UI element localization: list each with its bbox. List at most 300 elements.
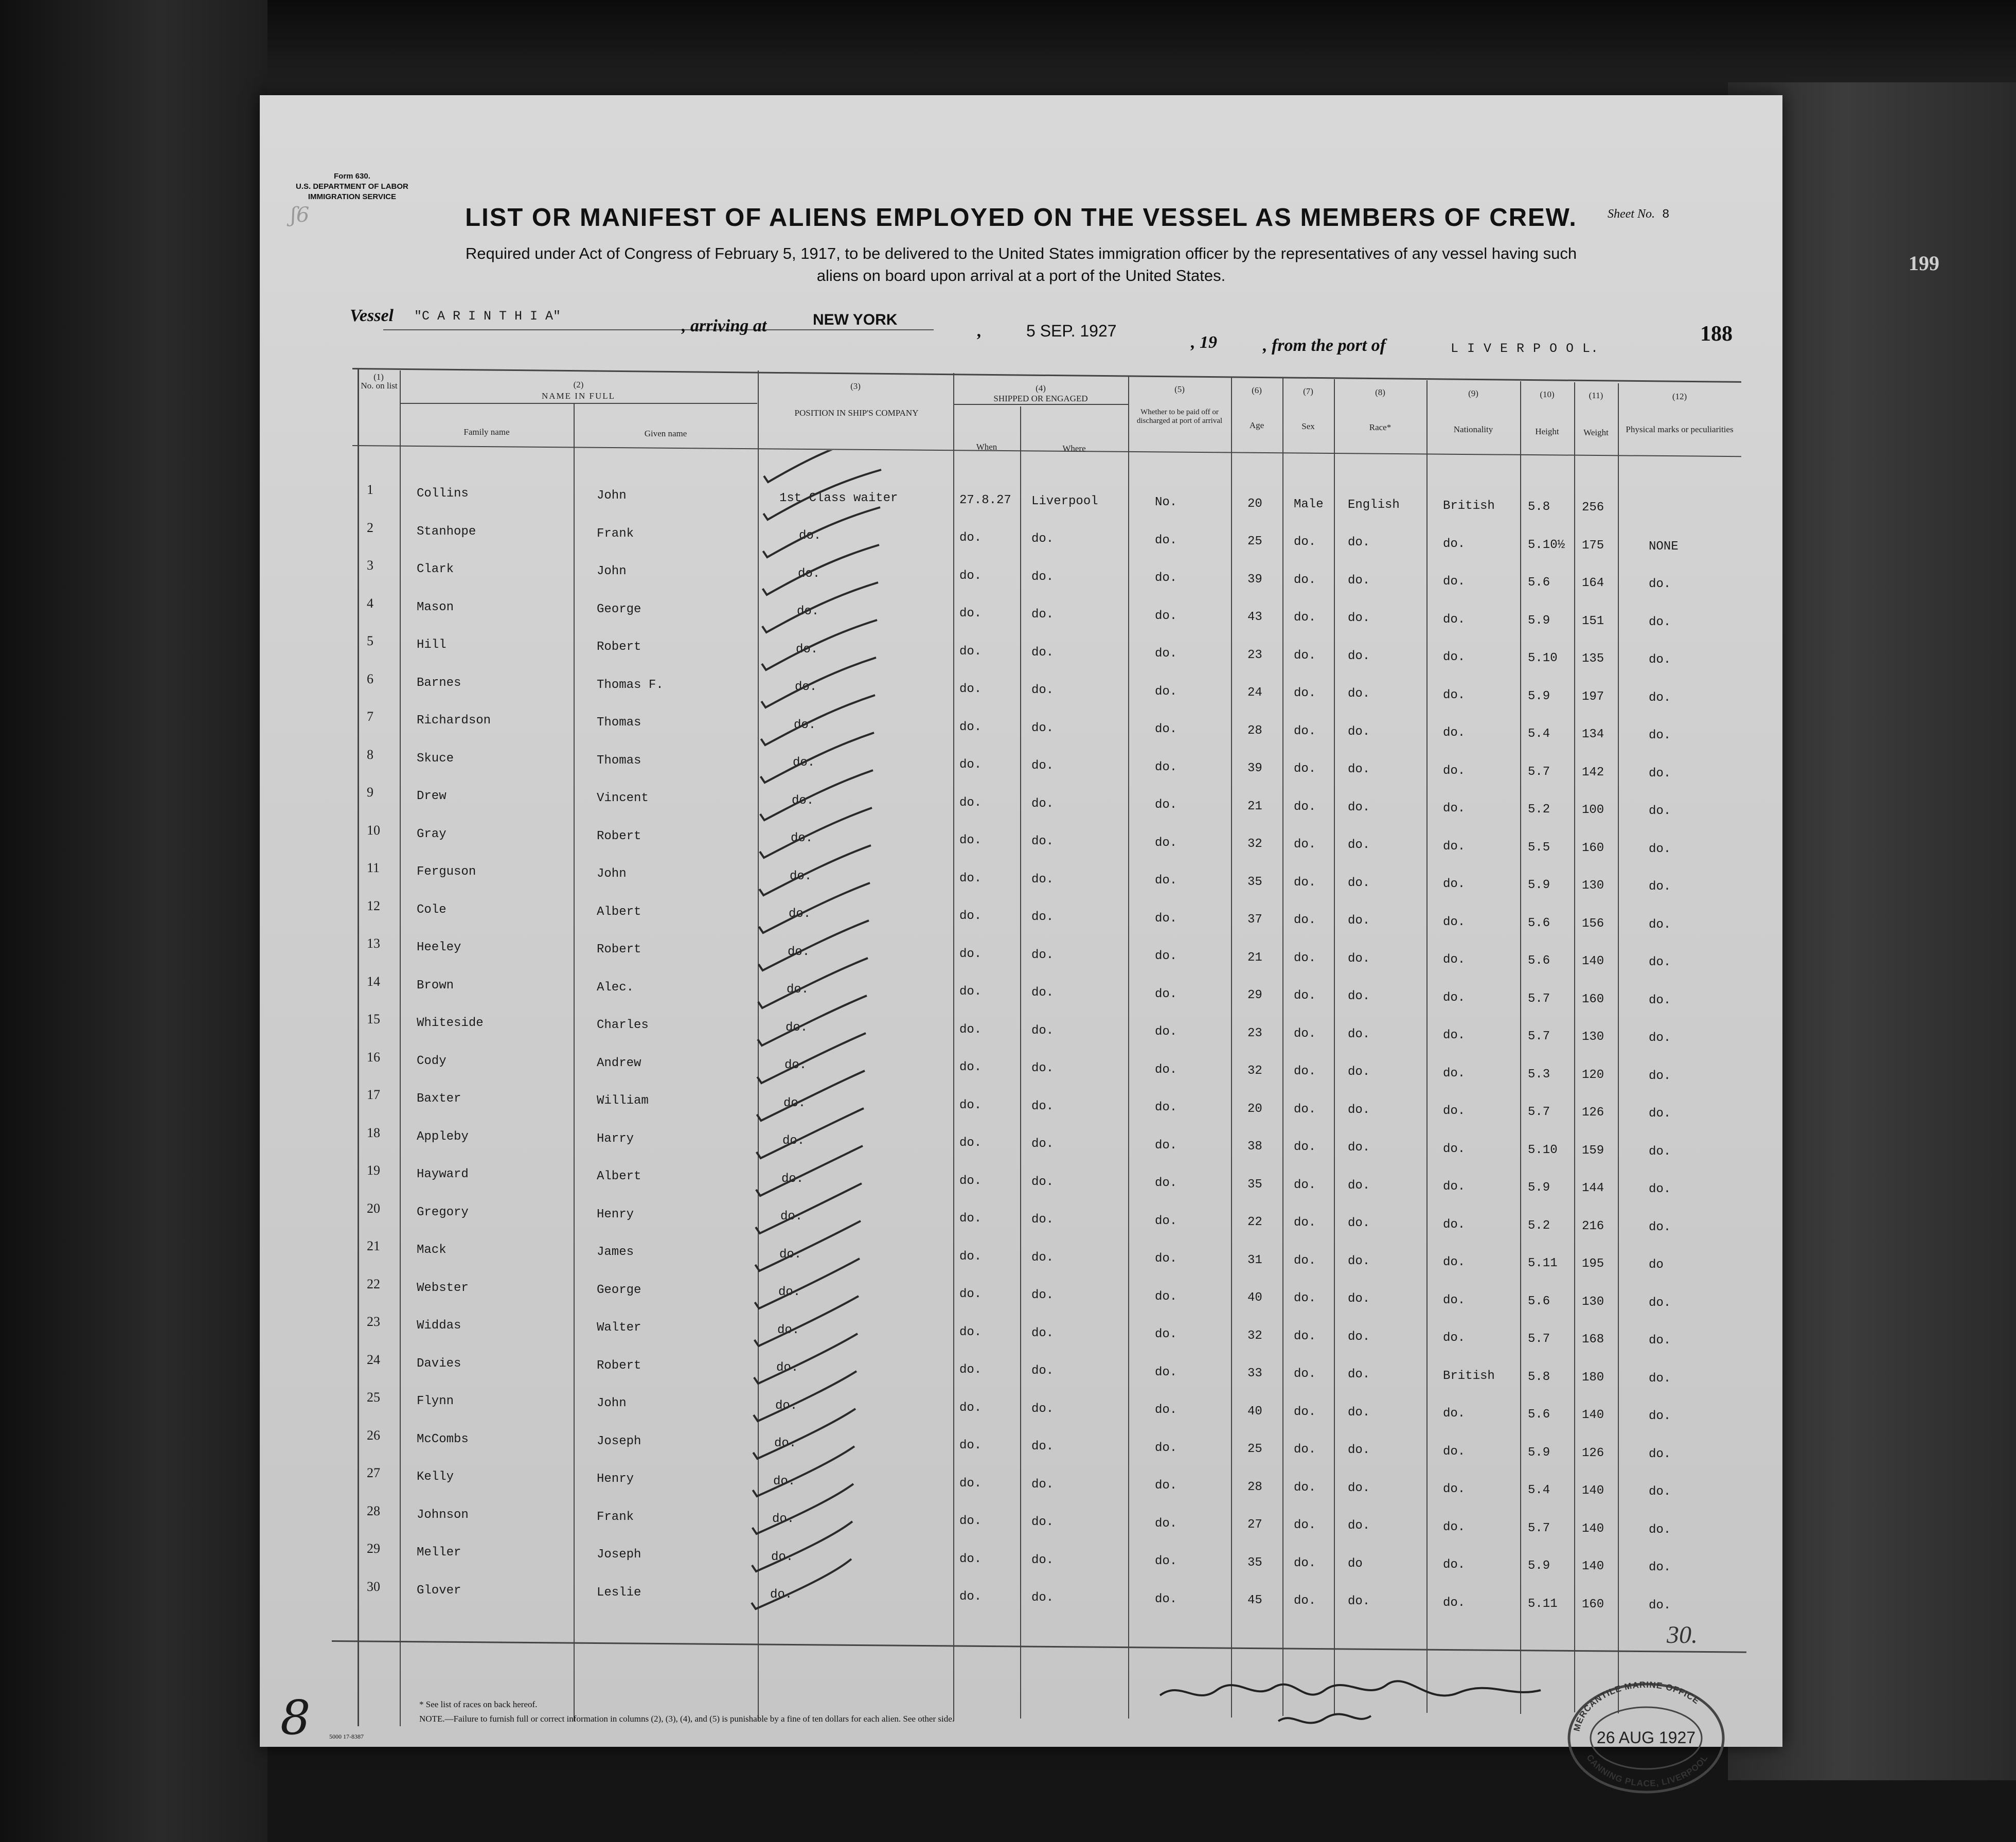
cell-marks: do.: [1649, 1522, 1671, 1537]
column-divider: [1426, 380, 1428, 1713]
cell-when: do.: [959, 1363, 982, 1377]
cell-sex: do.: [1294, 762, 1316, 776]
cell-where: do.: [1031, 986, 1054, 1000]
cell-family: McCombs: [417, 1432, 469, 1446]
cell-sex: do.: [1294, 838, 1316, 852]
cell-race: do.: [1348, 1065, 1370, 1079]
cell-race: do.: [1348, 1443, 1370, 1458]
cell-height: 5.10: [1528, 651, 1558, 666]
cell-position: do.: [797, 605, 819, 619]
cell-age: 32: [1247, 837, 1262, 852]
cell-no: 2: [367, 520, 373, 535]
cell-position: do.: [796, 642, 818, 657]
cell-position: do.: [775, 1398, 798, 1413]
cell-race: do.: [1348, 876, 1370, 890]
cell-paid: do.: [1155, 1289, 1178, 1304]
cell-age: 32: [1247, 1064, 1262, 1078]
scan-background-left: [0, 0, 267, 1842]
col1-number: (1): [373, 372, 384, 382]
cell-sex: do.: [1294, 611, 1316, 625]
document-title: LIST OR MANIFEST OF ALIENS EMPLOYED ON THE VESSEL AS MEMBERS OF CREW.: [465, 204, 1577, 232]
cell-race: do.: [1348, 989, 1370, 1004]
cell-weight: 168: [1582, 1333, 1604, 1347]
footnote-penalty: NOTE.—Failure to furnish full or correct information in columns (2), (3), (4), and (5) is punishable by a fine of ten dollars for each alien. See other side.: [419, 1714, 955, 1724]
cell-no: 27: [367, 1465, 380, 1481]
cell-position: do.: [782, 1134, 805, 1148]
cell-marks: NONE: [1649, 539, 1679, 554]
cell-race: do.: [1348, 1481, 1370, 1495]
cell-position: do.: [774, 1437, 797, 1451]
cell-age: 45: [1247, 1593, 1262, 1608]
cell-where: do.: [1031, 1402, 1054, 1416]
cell-given: William: [597, 1094, 649, 1108]
cell-family: Cole: [417, 902, 447, 917]
cell-nationality: do.: [1443, 1104, 1466, 1119]
cell-weight: 130: [1582, 1030, 1604, 1044]
col7-header: Sex: [1301, 421, 1315, 431]
cell-no: 21: [367, 1238, 380, 1254]
cell-position: do.: [799, 529, 822, 543]
cell-no: 26: [367, 1427, 380, 1443]
cell-age: 24: [1247, 686, 1262, 700]
form-department: U.S. DEPARTMENT OF LABOR: [296, 182, 408, 191]
stamp-date: 26 AUG 1927: [1596, 1728, 1696, 1747]
cell-weight: 126: [1582, 1106, 1604, 1120]
cell-race: do.: [1348, 1405, 1370, 1420]
cell-marks: do.: [1649, 1220, 1671, 1234]
col5-number: (5): [1174, 384, 1185, 394]
master-signature: [1150, 1670, 1561, 1747]
cell-marks: do.: [1649, 1182, 1671, 1196]
cell-weight: 140: [1582, 954, 1604, 969]
vessel-underline: [383, 329, 934, 330]
cell-age: 20: [1247, 1102, 1262, 1116]
cell-family: Johnson: [417, 1508, 469, 1522]
cell-height: 5.7: [1528, 765, 1550, 779]
cell-nationality: do.: [1443, 1293, 1466, 1307]
cell-nationality: do.: [1443, 688, 1466, 702]
cell-sex: do.: [1294, 1556, 1316, 1570]
mercantile-marine-office-stamp: [1561, 1677, 1731, 1796]
cell-given: Leslie: [597, 1585, 641, 1600]
cell-marks: do.: [1649, 615, 1671, 629]
cell-position: do.: [772, 1512, 795, 1527]
arriving-label: , arriving at: [682, 316, 767, 335]
column-divider: [358, 368, 359, 1726]
cell-position: do.: [792, 793, 814, 808]
cell-where: do.: [1031, 1326, 1054, 1340]
cell-given: Henry: [597, 1472, 634, 1486]
cell-no: 10: [367, 822, 380, 838]
cell-family: Ferguson: [417, 865, 476, 879]
cell-where: do.: [1031, 1213, 1054, 1227]
cell-paid: do.: [1155, 987, 1178, 1001]
cell-family: Hayward: [417, 1167, 469, 1182]
cell-where: do.: [1031, 1099, 1054, 1113]
cell-race: do: [1348, 1556, 1363, 1571]
cell-race: do.: [1348, 1368, 1370, 1382]
cell-height: 5.7: [1528, 1521, 1550, 1535]
cell-given: Thomas: [597, 716, 641, 730]
cell-nationality: British: [1443, 1369, 1495, 1383]
cell-sex: do.: [1294, 686, 1316, 701]
cell-family: Mack: [417, 1243, 447, 1257]
cell-where: do.: [1031, 1553, 1054, 1567]
cell-nationality: do.: [1443, 1331, 1466, 1345]
arrival-port: NEW YORK: [813, 311, 898, 328]
cell-paid: do.: [1155, 647, 1178, 661]
cell-sex: do.: [1294, 1065, 1316, 1079]
cell-sex: do.: [1294, 1253, 1316, 1268]
form-service: IMMIGRATION SERVICE: [308, 192, 396, 201]
cell-sex: do.: [1294, 724, 1316, 738]
cell-height: 5.5: [1528, 840, 1550, 855]
cell-position: do.: [783, 1096, 806, 1110]
cell-no: 22: [367, 1276, 380, 1291]
cell-family: Meller: [417, 1546, 461, 1560]
cell-age: 32: [1247, 1329, 1262, 1343]
cell-marks: do.: [1649, 729, 1671, 742]
cell-marks: do: [1649, 1258, 1664, 1272]
cell-family: Appleby: [417, 1129, 469, 1144]
cell-race: English: [1348, 498, 1400, 512]
cell-where: do.: [1031, 1023, 1054, 1038]
cell-height: 5.4: [1528, 727, 1550, 741]
cell-marks: do.: [1649, 1409, 1671, 1423]
cell-weight: 140: [1582, 1521, 1604, 1536]
cell-nationality: do.: [1443, 990, 1466, 1005]
cell-age: 27: [1247, 1518, 1262, 1532]
cell-when: do.: [959, 1401, 982, 1415]
cell-marks: do.: [1649, 917, 1671, 932]
cell-marks: do.: [1649, 690, 1671, 705]
cell-age: 20: [1247, 497, 1262, 511]
cell-sex: do.: [1294, 1178, 1316, 1192]
cell-race: do.: [1348, 573, 1370, 588]
cell-when: do.: [959, 985, 982, 999]
cell-sex: do.: [1294, 1291, 1316, 1306]
cell-weight: 140: [1582, 1560, 1604, 1574]
cell-weight: 256: [1582, 501, 1604, 515]
cell-age: 38: [1247, 1140, 1262, 1154]
cell-no: 4: [367, 595, 373, 611]
cell-family: Stanhope: [417, 524, 476, 539]
cell-height: 5.7: [1528, 1105, 1550, 1120]
cell-race: do.: [1348, 724, 1370, 739]
cell-nationality: do.: [1443, 1142, 1466, 1156]
cell-family: Glover: [417, 1583, 461, 1598]
col8-number: (8): [1375, 387, 1385, 397]
cell-where: do.: [1031, 1250, 1054, 1265]
cell-race: do.: [1348, 1519, 1370, 1533]
cell-when: do.: [959, 644, 982, 659]
cell-when: do.: [959, 1590, 982, 1604]
name-subheader-rule: [400, 403, 757, 404]
cell-marks: do.: [1649, 1144, 1671, 1159]
handwritten-total: 30.: [1667, 1621, 1698, 1649]
cell-given: John: [597, 564, 627, 579]
cell-paid: do.: [1155, 722, 1178, 737]
cell-age: 29: [1247, 988, 1262, 1003]
cell-height: 5.9: [1528, 878, 1550, 893]
cell-when: do.: [959, 607, 982, 621]
cell-race: do.: [1348, 838, 1370, 853]
cell-family: Gregory: [417, 1205, 469, 1219]
cell-paid: do.: [1155, 1592, 1178, 1606]
where-header: Where: [1062, 444, 1086, 453]
cell-nationality: do.: [1443, 802, 1466, 816]
cell-weight: 126: [1582, 1446, 1604, 1460]
cell-weight: 197: [1582, 689, 1604, 704]
cell-marks: do.: [1649, 993, 1671, 1007]
cell-family: Cody: [417, 1054, 447, 1068]
cell-no: 12: [367, 898, 380, 913]
cell-marks: do.: [1649, 1334, 1671, 1348]
cell-no: 28: [367, 1503, 380, 1518]
cell-when: do.: [959, 1060, 982, 1075]
cell-race: do.: [1348, 1103, 1370, 1117]
cell-weight: 100: [1582, 803, 1604, 818]
cell-paid: do.: [1155, 874, 1178, 888]
family-name-header: Family name: [463, 427, 510, 437]
cell-position: do.: [791, 831, 813, 846]
cell-nationality: do.: [1443, 1482, 1466, 1497]
cell-when: do.: [959, 834, 982, 848]
cell-where: do.: [1031, 570, 1054, 584]
col9-number: (9): [1468, 388, 1478, 398]
cell-paid: do.: [1155, 911, 1178, 926]
when-header: When: [976, 442, 997, 452]
cell-where: do.: [1031, 1440, 1054, 1454]
cell-age: 35: [1247, 875, 1262, 889]
cell-family: Hill: [417, 638, 447, 652]
cell-height: 5.7: [1528, 1332, 1550, 1347]
cell-race: do.: [1348, 536, 1370, 550]
stamp-top-text: MERCANTILE MARINE OFFICE: [1572, 1679, 1702, 1732]
cell-given: Joseph: [597, 1548, 641, 1562]
cell-weight: 130: [1582, 879, 1604, 893]
check-mark: [758, 958, 868, 1008]
cell-where: do.: [1031, 759, 1054, 773]
cell-weight: 159: [1582, 1143, 1604, 1158]
cell-height: 5.9: [1528, 613, 1550, 628]
cell-nationality: do.: [1443, 764, 1466, 778]
cell-sex: Male: [1294, 497, 1324, 511]
scan-background-top: [0, 0, 2016, 98]
cell-nationality: do.: [1443, 1444, 1466, 1459]
cell-position: do.: [798, 566, 820, 581]
col4-header: SHIPPED OR ENGAGED: [993, 394, 1088, 403]
cell-age: 21: [1247, 799, 1262, 813]
cell-sex: do.: [1294, 648, 1316, 663]
cell-marks: do.: [1649, 880, 1671, 894]
cell-paid: do.: [1155, 760, 1178, 774]
cell-sex: do.: [1294, 951, 1316, 965]
cell-marks: do.: [1649, 1485, 1671, 1499]
print-code: 5000 17-8387: [329, 1733, 364, 1740]
cell-position: do.: [790, 869, 812, 883]
cell-position: do.: [771, 1550, 794, 1564]
cell-position: do.: [777, 1323, 800, 1337]
cell-paid: do.: [1155, 1252, 1178, 1266]
form-number: Form 630.: [334, 172, 370, 181]
cell-given: Robert: [597, 829, 641, 843]
col2-number: (2): [573, 380, 584, 389]
cell-height: 5.7: [1528, 1030, 1550, 1044]
column-divider: [574, 404, 575, 1721]
cell-where: do.: [1031, 1175, 1054, 1189]
cell-race: do.: [1348, 1216, 1370, 1231]
cell-race: do.: [1348, 649, 1370, 663]
cell-weight: 175: [1582, 538, 1604, 553]
cell-age: 28: [1247, 1480, 1262, 1494]
column-divider: [1231, 377, 1232, 1717]
cell-age: 40: [1247, 1291, 1262, 1305]
cell-when: do.: [959, 682, 982, 697]
cell-where: do.: [1031, 532, 1054, 546]
cell-marks: do.: [1649, 653, 1671, 667]
cell-where: do.: [1031, 1477, 1054, 1492]
cell-given: Thomas: [597, 753, 641, 768]
cell-given: Andrew: [597, 1056, 641, 1070]
cell-marks: do.: [1649, 577, 1671, 591]
cell-marks: do.: [1649, 1447, 1671, 1461]
cell-given: Frank: [597, 526, 634, 541]
year-label: , 19: [1191, 333, 1217, 352]
cell-paid: do.: [1155, 1479, 1178, 1493]
cell-given: John: [597, 1396, 627, 1411]
cell-height: 5.7: [1528, 991, 1550, 1006]
cell-weight: 160: [1582, 841, 1604, 855]
cell-where: do.: [1031, 910, 1054, 925]
cell-position: do.: [776, 1361, 799, 1375]
cell-marks: do.: [1649, 842, 1671, 856]
cell-race: do.: [1348, 914, 1370, 928]
cell-weight: 164: [1582, 576, 1604, 591]
cell-when: do.: [959, 1022, 982, 1037]
cell-given: Robert: [597, 1358, 641, 1373]
svg-text:MERCANTILE MARINE OFFICE: [1572, 1680, 1701, 1732]
cell-height: 5.8: [1528, 500, 1550, 515]
cell-weight: 142: [1582, 765, 1604, 780]
cell-paid: do.: [1155, 1214, 1178, 1228]
cell-when: do.: [959, 795, 982, 810]
cell-no: 9: [367, 785, 373, 800]
cell-height: 5.9: [1528, 689, 1550, 703]
col11-number: (11): [1589, 391, 1603, 400]
col10-number: (10): [1540, 389, 1555, 399]
cell-nationality: do.: [1443, 839, 1466, 854]
cell-sex: do.: [1294, 1405, 1316, 1419]
cell-sex: do.: [1294, 989, 1316, 1003]
check-mark: [760, 770, 873, 820]
cell-paid: do.: [1155, 1025, 1178, 1039]
cell-where: do.: [1031, 608, 1054, 622]
cell-sex: do.: [1294, 1480, 1316, 1495]
cell-race: do.: [1348, 763, 1370, 777]
cell-given: Alec.: [597, 980, 634, 995]
cell-sex: do.: [1294, 535, 1316, 550]
cell-paid: do.: [1155, 571, 1178, 586]
cell-position: do.: [789, 907, 811, 922]
cell-given: Harry: [597, 1131, 634, 1146]
cell-sex: do.: [1294, 1329, 1316, 1343]
cell-family: Heeley: [417, 941, 461, 955]
cell-no: 14: [367, 973, 380, 989]
cell-height: 5.9: [1528, 1559, 1550, 1573]
cell-age: 35: [1247, 1177, 1262, 1192]
column-divider: [400, 370, 401, 1726]
cell-height: 5.6: [1528, 954, 1550, 968]
cell-given: George: [597, 602, 641, 616]
column-divider: [1128, 376, 1129, 1719]
cell-no: 8: [367, 747, 373, 762]
cell-given: Charles: [597, 1018, 649, 1033]
cell-no: 6: [367, 671, 373, 686]
cell-sex: do.: [1294, 1594, 1316, 1608]
cell-nationality: do.: [1443, 537, 1466, 551]
cell-paid: do.: [1155, 609, 1178, 623]
cell-marks: do.: [1649, 1107, 1671, 1121]
cell-when: do.: [959, 1552, 982, 1566]
cell-no: 15: [367, 1012, 380, 1027]
cell-family: Richardson: [417, 714, 491, 728]
col4-number: (4): [1036, 383, 1046, 393]
cell-race: do.: [1348, 687, 1370, 701]
cell-race: do.: [1348, 611, 1370, 626]
manifest-page-number: 188: [1700, 322, 1733, 346]
cell-when: 27.8.27: [959, 493, 1011, 507]
cell-marks: do.: [1649, 955, 1671, 969]
cell-family: Drew: [417, 789, 447, 804]
cell-given: George: [597, 1283, 641, 1297]
document-subtitle-line2: aliens on board upon arrival at a port of the United States.: [816, 267, 1226, 285]
cell-given: Robert: [597, 640, 641, 654]
cell-weight: 120: [1582, 1068, 1604, 1082]
from-port-label: , from the port of: [1263, 336, 1386, 355]
cell-age: 25: [1247, 535, 1262, 549]
cell-family: Flynn: [417, 1394, 454, 1409]
cell-where: do.: [1031, 835, 1054, 849]
cell-paid: do.: [1155, 1403, 1178, 1418]
cell-race: do.: [1348, 1595, 1370, 1609]
cell-given: Joseph: [597, 1434, 641, 1448]
cell-nationality: do.: [1443, 1407, 1466, 1421]
cell-family: Gray: [417, 827, 447, 841]
cell-family: Davies: [417, 1356, 461, 1371]
col8-header: Race*: [1369, 422, 1391, 432]
cell-family: Webster: [417, 1281, 469, 1295]
sheet-number-value: 8: [1662, 208, 1670, 222]
cell-weight: 180: [1582, 1370, 1604, 1385]
cell-sex: do.: [1294, 913, 1316, 928]
col6-number: (6): [1252, 385, 1262, 395]
cell-height: 5.4: [1528, 1483, 1550, 1498]
cell-age: 37: [1247, 913, 1262, 927]
cell-family: Whiteside: [417, 1016, 484, 1031]
col3-number: (3): [850, 381, 861, 391]
col2-header: NAME IN FULL: [542, 391, 615, 401]
cell-race: do.: [1348, 800, 1370, 814]
cell-weight: 156: [1582, 916, 1604, 931]
check-mark: [764, 450, 882, 482]
cell-given: James: [597, 1245, 634, 1260]
cell-where: do.: [1031, 1288, 1054, 1303]
cell-sex: do.: [1294, 1026, 1316, 1041]
cell-family: Clark: [417, 562, 454, 577]
cell-height: 5.10½: [1528, 538, 1565, 552]
cell-age: 39: [1247, 761, 1262, 776]
